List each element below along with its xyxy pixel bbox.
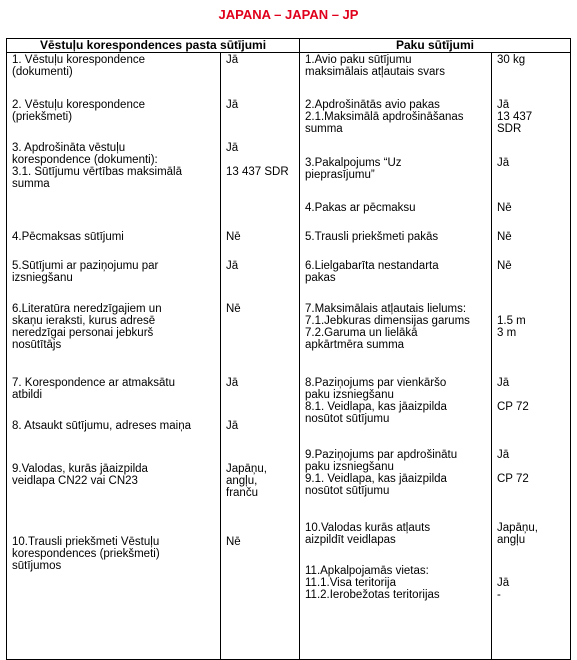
letter-post-value-1: Jā bbox=[226, 54, 239, 66]
parcels-label-2: 2.Apdrošinātās avio pakas 2.1.Maksimālā apdrošināšanas summa bbox=[305, 99, 464, 135]
parcels-value-11: Jā - bbox=[497, 577, 510, 601]
parcels-label-3: 3.Pakalpojums “Uz pieprasījumu” bbox=[305, 157, 402, 181]
page-title: JAPANA – JAPAN – JP bbox=[218, 7, 359, 22]
parcels-label-5: 5.Trausli priekšmeti pakās bbox=[305, 231, 439, 243]
letter-post-header: Vēstuļu korespondences pasta sūtījumi bbox=[7, 39, 300, 53]
parcels-column bbox=[300, 53, 571, 660]
parcels-value-9: Jā CP 72 bbox=[497, 449, 529, 485]
services-table bbox=[6, 38, 571, 660]
letter-post-label-7: 7. Korespondence ar atmaksātu atbildi bbox=[12, 377, 176, 401]
letter-post-value-7: Jā bbox=[226, 377, 239, 389]
parcels-label-10: 10.Valodas kurās atļauts aizpildīt veidlapas bbox=[305, 522, 431, 546]
parcels-value-7: 1.5 m 3 m bbox=[497, 315, 526, 339]
letter-post-value-6: Nē bbox=[226, 303, 241, 315]
letter-post-value-5: Jā bbox=[226, 260, 239, 272]
parcels-value-4: Nē bbox=[497, 202, 512, 214]
parcels-label-8: 8.Paziņojums par vienkāršo paku izsniegšanu 8.1. Veidlapa, kas jāaizpilda nosūtot sūtījumu bbox=[305, 377, 447, 425]
parcels-label-7: 7.Maksimālais atļautais lielums: 7.1.Jebkuras dimensijas garums 7.2.Garuma un lielākā apkārtmēra summa bbox=[305, 303, 470, 351]
parcels-label-9: 9.Paziņojums par apdrošinātu paku izsniegšanu 9.1. Veidlapa, kas jāaizpilda nosūtot sūtījumu bbox=[305, 449, 458, 497]
letter-post-value-2: Jā bbox=[226, 99, 239, 111]
letter-post-label-5: 5.Sūtījumi ar paziņojumu par izsniegšanu bbox=[12, 260, 159, 284]
letter-post-label-1: 1. Vēstuļu korespondence (dokumenti) bbox=[12, 54, 145, 78]
letter-post-value-8: Jā bbox=[226, 420, 239, 432]
parcels-header: Paku sūtījumi bbox=[300, 39, 571, 53]
parcels-value-2: Jā 13 437 SDR bbox=[497, 99, 533, 135]
parcels-label-6: 6.Lielgabarīta nestandarta pakas bbox=[305, 260, 439, 284]
letter-post-label-8: 8. Atsaukt sūtījumu, adreses maiņa bbox=[12, 420, 191, 432]
letter-post-value-9: Japāņu, angļu, franču bbox=[226, 463, 267, 499]
letter-post-label-10: 10.Trausli priekšmeti Vēstuļu korespondences (priekšmeti) sūtījumos bbox=[12, 536, 160, 572]
letter-post-label-4: 4.Pēcmaksas sūtījumi bbox=[12, 231, 124, 243]
parcels-value-5: Nē bbox=[497, 231, 512, 243]
letter-post-value-10: Nē bbox=[226, 536, 241, 548]
column-divider bbox=[491, 53, 492, 659]
parcels-value-3: Jā bbox=[497, 157, 510, 169]
column-divider bbox=[220, 53, 221, 659]
letter-post-label-2: 2. Vēstuļu korespondence (priekšmeti) bbox=[12, 99, 145, 123]
letter-post-label-6: 6.Literatūra neredzīgajiem un skaņu ieraksti, kurus adresē neredzīgai personai jebkurš nosūtītājs bbox=[12, 303, 162, 351]
parcels-label-11: 11.Apkalpojamās vietas: 11.1.Visa teritorija 11.2.Ierobežotas teritorijas bbox=[305, 565, 440, 601]
parcels-label-1: 1.Avio paku sūtījumu maksimālais atļautais svars bbox=[305, 54, 445, 78]
letter-post-label-9: 9.Valodas, kurās jāaizpilda veidlapa CN22 vai CN23 bbox=[12, 463, 148, 487]
letter-post-label-3: 3. Apdrošināta vēstuļu korespondence (dokumenti): 3.1. Sūtījumu vērtības maksimālā summa bbox=[12, 142, 183, 190]
parcels-value-1: 30 kg bbox=[497, 54, 526, 66]
letter-post-value-3: Jā 13 437 SDR bbox=[226, 142, 289, 178]
parcels-label-4: 4.Pakas ar pēcmaksu bbox=[305, 202, 416, 214]
parcels-value-10: Japāņu, angļu bbox=[497, 522, 538, 546]
letter-post-column bbox=[7, 53, 300, 660]
letter-post-value-4: Nē bbox=[226, 231, 241, 243]
parcels-value-6: Nē bbox=[497, 260, 512, 272]
parcels-value-8: Jā CP 72 bbox=[497, 377, 529, 413]
